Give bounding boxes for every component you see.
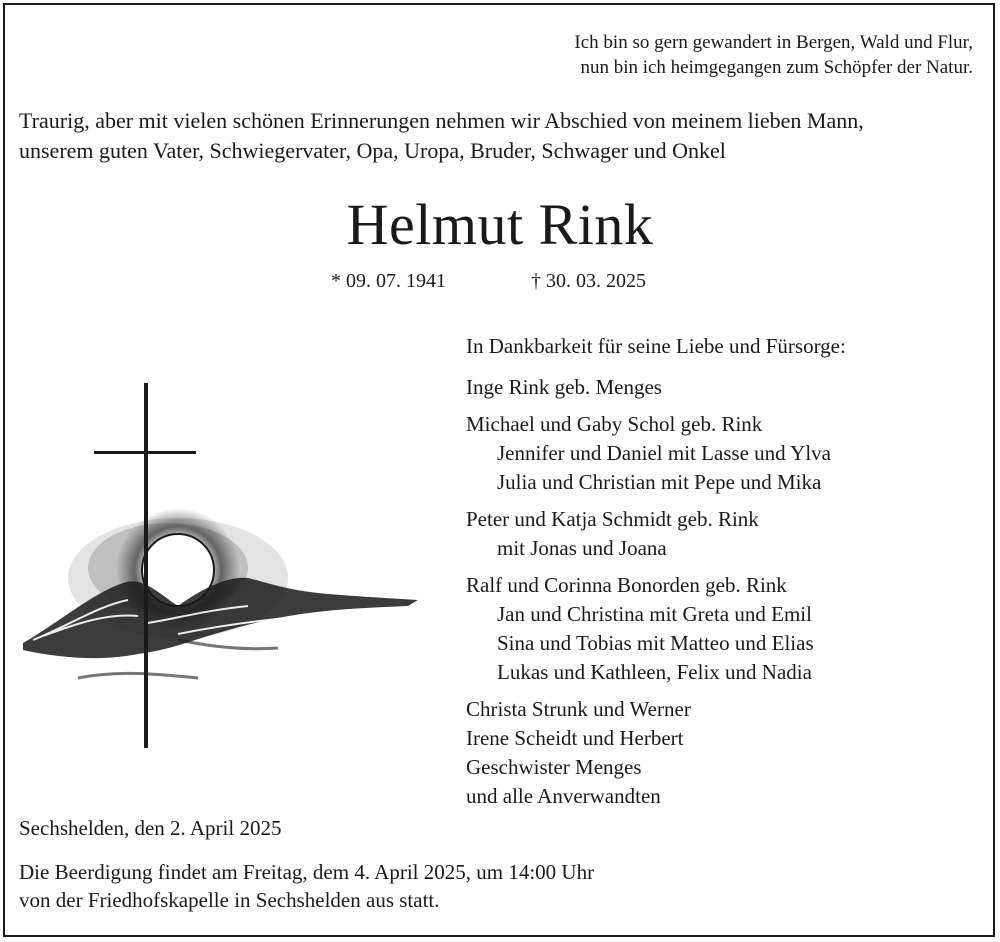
place-date: Sechshelden, den 2. April 2025 <box>19 816 282 840</box>
motto-line-1: Ich bin so gern gewandert in Bergen, Wald und Flur, <box>574 32 973 53</box>
mourner-group <box>466 571 846 687</box>
deceased-name: Helmut Rink <box>346 192 654 257</box>
mourner-group <box>466 505 846 563</box>
mourner-group <box>466 410 846 497</box>
funeral-notice <box>19 858 594 914</box>
death-date: † 30. 03. 2025 <box>531 270 646 292</box>
mourner-subline: Lukas und Kathleen, Felix und Nadia <box>497 660 812 684</box>
mourner-line: Michael und Gaby Schol geb. Rink <box>466 412 763 436</box>
mourner-line: und alle Anverwandten <box>466 784 661 808</box>
birth-date: * 09. 07. 1941 <box>331 270 446 292</box>
mourner-line: Peter und Katja Schmidt geb. Rink <box>466 507 759 531</box>
mourner-subline: Jennifer und Daniel mit Lasse und Ylva <box>497 441 831 465</box>
mourner-subline: Jan und Christina mit Greta und Emil <box>497 602 812 626</box>
mourner-subline: mit Jonas und Joana <box>497 536 667 560</box>
motto-verse <box>574 30 973 80</box>
mourners-list <box>466 332 846 819</box>
intro-line-2: unserem guten Vater, Schwiegervater, Opa, Uropa, Bruder, Schwager und Onkel <box>19 138 726 163</box>
mourner-group <box>466 373 846 402</box>
mourner-subline: Sina und Tobias mit Matteo und Elias <box>497 631 814 655</box>
mourner-line: Irene Scheidt und Herbert <box>466 726 684 750</box>
mourners-heading: In Dankbarkeit für seine Liebe und Fürsorge: <box>466 334 846 358</box>
mourner-line: Christa Strunk und Werner <box>466 697 691 721</box>
intro-text <box>19 106 864 166</box>
mourner-group <box>466 695 846 811</box>
mourner-line: Inge Rink geb. Menges <box>466 375 662 399</box>
intro-line-1: Traurig, aber mit vielen schönen Erinnerungen nehmen wir Abschied von meinem lieben Mann, <box>19 108 864 133</box>
funeral-line-2: von der Friedhofskapelle in Sechshelden aus statt. <box>19 888 440 912</box>
cross-sun-mountains-icon <box>18 378 423 758</box>
motto-line-2: nun bin ich heimgegangen zum Schöpfer der Natur. <box>580 57 973 78</box>
funeral-line-1: Die Beerdigung findet am Freitag, dem 4. April 2025, um 14:00 Uhr <box>19 860 595 884</box>
mourner-subline: Julia und Christian mit Pepe und Mika <box>497 470 822 494</box>
mourner-line: Geschwister Menges <box>466 755 642 779</box>
mourner-line: Ralf und Corinna Bonorden geb. Rink <box>466 573 787 597</box>
